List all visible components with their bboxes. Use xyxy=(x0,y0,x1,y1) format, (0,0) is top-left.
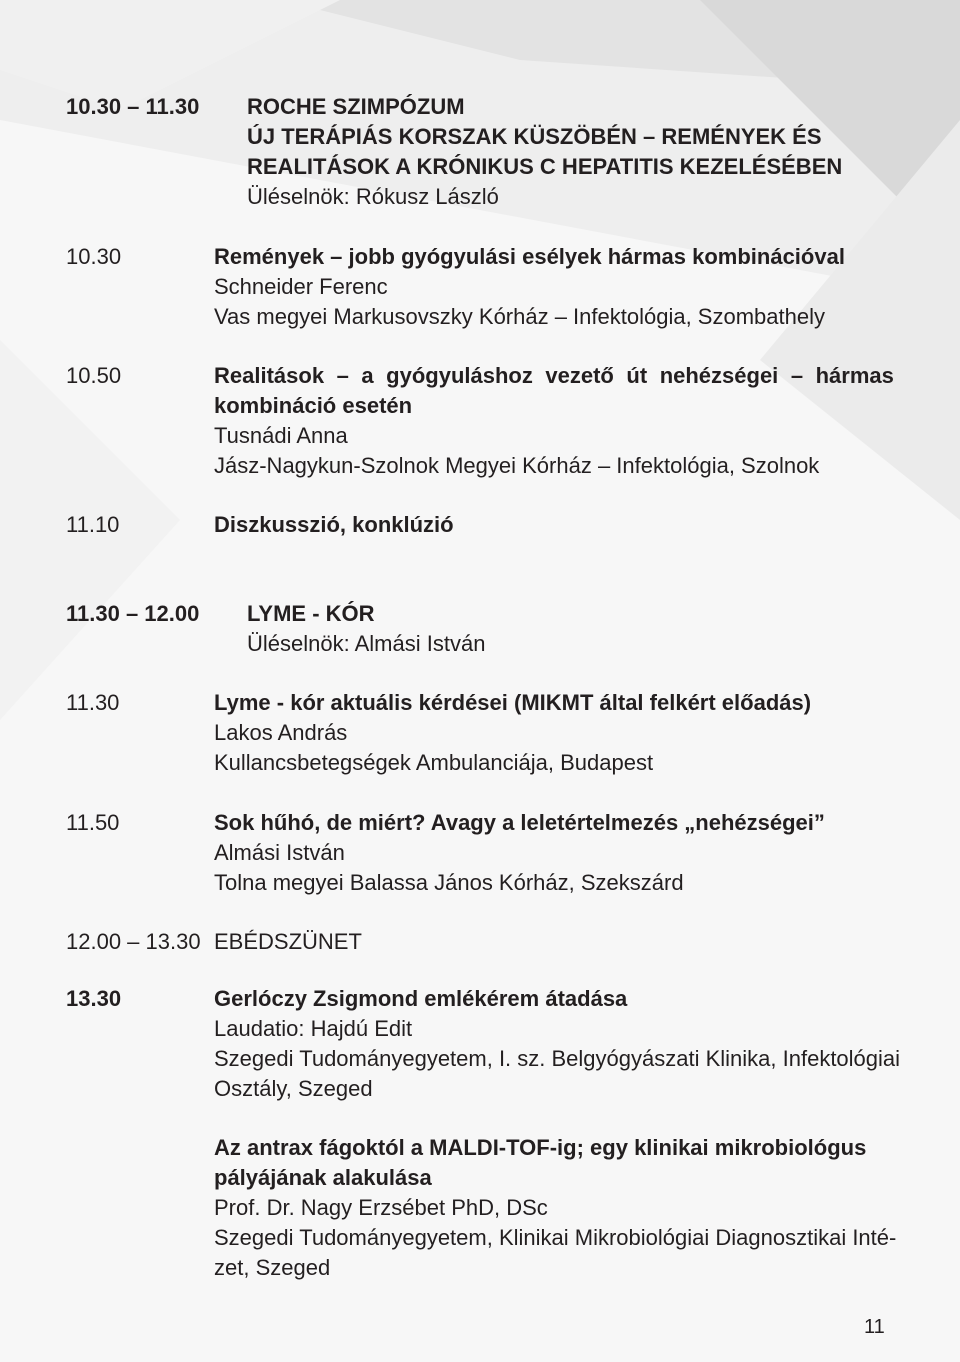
talk-speaker: Almási István xyxy=(214,840,345,865)
session-chair: Üléselnök: Almási István xyxy=(247,631,486,656)
talk-time: 10.50 xyxy=(66,363,122,388)
session-time: 13.30 xyxy=(66,986,122,1011)
talk-title-word: a xyxy=(361,363,374,388)
talk-title: Az antrax fágoktól a MALDI-TOF-ig; egy klinikai mikrobiológus xyxy=(214,1135,867,1160)
talk-title-word: – xyxy=(336,363,349,388)
talk-laudatio: Laudatio: Hajdú Edit xyxy=(214,1016,413,1041)
talk-affiliation: Szegedi Tudományegyetem, I. sz. Belgyógyászati Klinika, Infektológiai xyxy=(214,1046,901,1071)
talk-time: 11.50 xyxy=(66,810,120,835)
talk-affiliation: Tolna megyei Balassa János Kórház, Szekszárd xyxy=(214,870,684,895)
talk-title: Sok hűhó, de miért? Avagy a leletértelmezés „nehézségei” xyxy=(214,810,825,835)
talk-time: 11.10 xyxy=(66,512,120,537)
talk-time: 10.30 xyxy=(66,244,122,269)
talk-title-word: Realitások xyxy=(214,363,325,388)
lunch-time: 12.00 – 13.30 xyxy=(66,929,201,954)
page-number: 11 xyxy=(864,1316,885,1338)
talk-speaker: Lakos András xyxy=(214,720,348,745)
talk-title-word: gyógyuláshoz xyxy=(386,363,533,388)
session-title: ROCHE SZIMPÓZUM xyxy=(247,94,465,119)
talk-title: Remények – jobb gyógyulási esélyek hármas kombinációval xyxy=(214,244,845,269)
lunch-label: EBÉDSZÜNET xyxy=(214,929,362,954)
session-title: ÚJ TERÁPIÁS KORSZAK KÜSZÖBÉN – REMÉNYEK ÉS xyxy=(247,124,822,149)
talk-affiliation: Jász-Nagykun-Szolnok Megyei Kórház – Infektológia, Szolnok xyxy=(214,453,820,478)
talk-title xyxy=(214,361,894,391)
session-time: 10.30 – 11.30 xyxy=(66,94,200,119)
talk-title-word: – xyxy=(790,363,804,388)
session-chair: Üléselnök: Rókusz László xyxy=(247,184,499,209)
talk-time: 11.30 xyxy=(66,690,120,715)
talk-title-word: út xyxy=(626,363,648,388)
talk-title-word: hármas xyxy=(815,363,894,388)
talk-affiliation: zet, Szeged xyxy=(214,1255,331,1280)
talk-affiliation: Osztály, Szeged xyxy=(214,1076,373,1101)
talk-speaker: Tusnádi Anna xyxy=(214,423,348,448)
session-title: LYME - KÓR xyxy=(247,601,375,626)
talk-title-word: nehézségei xyxy=(659,363,779,388)
talk-speaker: Schneider Ferenc xyxy=(214,274,388,299)
talk-speaker: Prof. Dr. Nagy Erzsébet PhD, DSc xyxy=(214,1195,548,1220)
talk-affiliation: Kullancsbetegségek Ambulanciája, Budapest xyxy=(214,750,654,775)
talk-title-word: vezető xyxy=(545,363,614,388)
talk-title: kombináció esetén xyxy=(214,393,413,418)
session-title: REALITÁSOK A KRÓNIKUS C HEPATITIS KEZELÉSÉBEN xyxy=(247,154,843,179)
talk-title: Lyme - kór aktuális kérdései (MIKMT által felkért előadás) xyxy=(214,690,812,715)
talk-title: pályájának alakulása xyxy=(214,1165,432,1190)
talk-affiliation: Szegedi Tudományegyetem, Klinikai Mikrobiológiai Diagnosztikai Inté- xyxy=(214,1225,897,1250)
talk-affiliation: Vas megyei Markusovszky Kórház – Infektológia, Szombathely xyxy=(214,304,825,329)
session-time: 11.30 – 12.00 xyxy=(66,601,200,626)
talk-title: Diszkusszió, konklúzió xyxy=(214,512,454,537)
talk-title: Gerlóczy Zsigmond emlékérem átadása xyxy=(214,986,628,1011)
